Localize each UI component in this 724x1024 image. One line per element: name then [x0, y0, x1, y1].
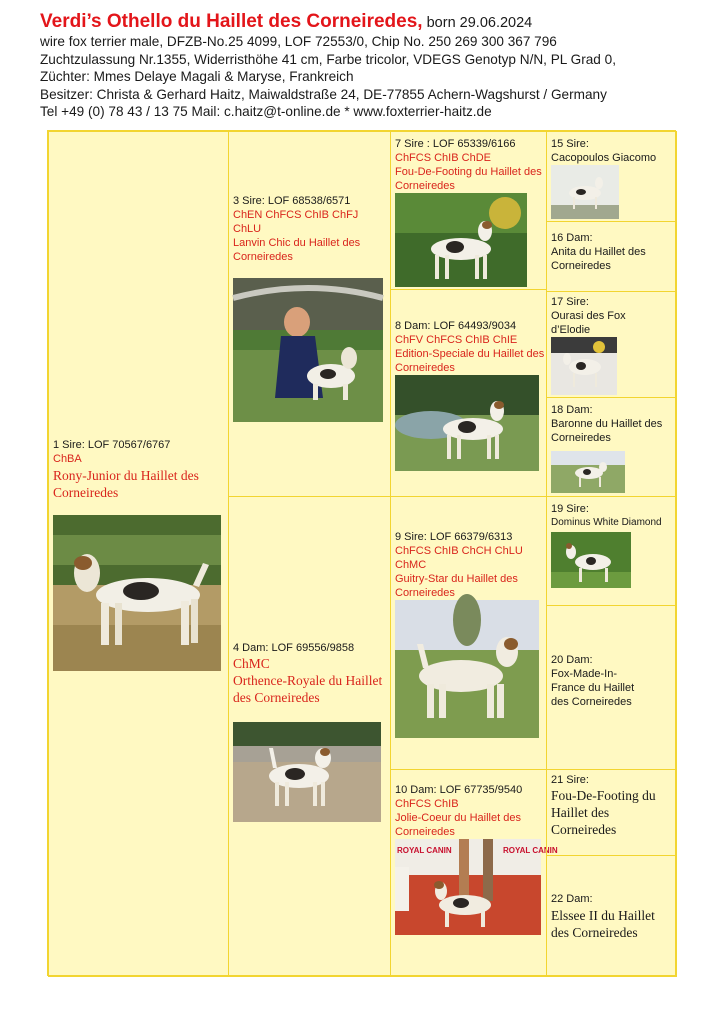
ancestor-titles: ChFCS ChIB ChCH ChLU ChMC	[395, 545, 523, 571]
ancestor-label: 1 Sire: LOF 70567/6767	[53, 439, 171, 451]
dog-photo	[551, 165, 619, 219]
pedigree-cell-dam-16	[546, 221, 677, 292]
royal-canin-banner: ROYAL CANIN	[397, 846, 452, 855]
dog-photo-profile	[395, 600, 539, 738]
ancestor-label: 21 Sire:	[551, 774, 589, 786]
dog-photo	[551, 532, 631, 588]
dog-photo-royal-canin-ring	[395, 839, 558, 935]
pedigree-cell-sire-21	[546, 769, 677, 856]
ancestor-label: 10 Dam: LOF 67735/9540	[395, 784, 523, 796]
royal-canin-banner-right: ROYAL CANIN	[503, 846, 558, 855]
pedigree-cell-dam-20	[546, 605, 677, 770]
pedigree-cell-dam-10	[390, 769, 558, 977]
ancestor-titles: ChFCS ChIB ChDE	[395, 152, 491, 164]
ancestor-name: Dominus White Diamond	[551, 517, 662, 528]
handler-with-dog-photo	[233, 278, 383, 422]
dog-photo	[551, 451, 625, 493]
ancestor-label: 16 Dam:	[551, 232, 593, 244]
title-line	[40, 12, 700, 33]
ancestor-titles: ChBA	[53, 453, 82, 465]
ancestor-name: Rony-Junior du Haillet des Corneiredes	[53, 468, 199, 500]
ancestor-label: 7 Sire : LOF 65339/6166	[395, 138, 516, 150]
ancestor-name: Lanvin Chic du Haillet des Corneiredes	[233, 237, 361, 263]
ancestor-label: 19 Sire:	[551, 503, 589, 515]
ancestor-titles: ChFCS ChIB	[395, 798, 459, 810]
pedigree-table	[47, 130, 676, 976]
ancestor-name: Fou-De-Footing du Haillet des Corneiredes	[395, 166, 542, 192]
ancestor-name: Fou-De-Footing du Haillet des Corneiredes	[551, 788, 656, 837]
ancestor-name: Ourasi des Fox d’Elodie	[551, 310, 626, 336]
breeder-line: Züchter: Mmes Delaye Magali & Maryse, Frankreich	[40, 69, 354, 85]
ancestor-label: 17 Sire:	[551, 296, 589, 308]
ancestor-name: Guitry-Star du Haillet des Corneiredes	[395, 573, 518, 599]
ancestor-label: 3 Sire: LOF 68538/6571	[233, 195, 351, 207]
ancestor-name: Cacopoulos Giacomo	[551, 152, 657, 164]
ancestor-label: 9 Sire: LOF 66379/6313	[395, 531, 513, 543]
dog-photo-garden	[395, 193, 527, 287]
ancestor-name: Edition-Speciale du Haillet des Corneiredes	[395, 348, 545, 374]
ancestor-name: Orthence-Royale du Haillet des Corneiredes	[233, 673, 383, 705]
dog-photo-pond	[395, 375, 539, 471]
pedigree-cell-sire-9	[390, 496, 547, 770]
dog-photo	[551, 337, 617, 395]
pedigree-cell-dam-22	[546, 855, 677, 977]
pedigree-cell-sire-3	[228, 131, 391, 497]
ancestor-name: Jolie-Coeur du Haillet des Corneiredes	[395, 812, 521, 838]
breeding-line: Zuchtzulassung Nr.1355, Widerristhöhe 41 cm, Farbe tricolor, VDEGS Genotyp N/N, PL Grad 0,	[40, 51, 616, 67]
owner-line: Besitzer: Christa & Gerhard Haitz, Maiwaldstraße 24, DE-77855 Achern-Wagshurst / Germany	[40, 86, 607, 102]
pedigree-cell-sire-1	[48, 131, 229, 977]
dog-photo-show-ring	[233, 722, 381, 822]
ancestor-label: 4 Dam: LOF 69556/9858	[233, 642, 355, 654]
ancestor-name: Anita du Haillet des Corneiredes	[551, 246, 646, 272]
pedigree-cell-dam-18	[546, 397, 677, 497]
ancestor-label: 15 Sire:	[551, 138, 589, 150]
pedigree-cell-sire-15	[546, 131, 677, 222]
ancestor-label: 18 Dam:	[551, 404, 593, 416]
birth-date: born 29.06.2024	[426, 15, 533, 31]
ancestor-label: 22 Dam:	[551, 893, 593, 905]
pedigree-cell-dam-8	[390, 289, 547, 497]
ancestor-name: Baronne du Haillet des Corneiredes	[551, 418, 663, 444]
ancestor-titles: ChMC	[233, 656, 270, 671]
pedigree-cell-sire-19	[546, 496, 677, 606]
pedigree-cell-sire-17	[546, 291, 677, 398]
ancestor-label: 8 Dam: LOF 64493/9034	[395, 320, 517, 332]
dog-photo	[53, 515, 221, 671]
ancestor-titles: ChEN ChFCS ChIB ChFJ ChLU	[233, 209, 359, 235]
document-header	[40, 12, 700, 121]
ancestor-name: Elssee II du Haillet des Corneiredes	[551, 908, 655, 940]
ancestor-label: 20 Dam:	[551, 654, 593, 666]
registration-line: wire fox terrier male, DFZB-No.25 4099, LOF 72553/0, Chip No. 250 269 300 367 796	[40, 34, 557, 49]
dog-name-title: Verdi’s Othello du Haillet des Corneiredes,	[40, 11, 423, 32]
contact-line: Tel +49 (0) 78 43 / 13 75 Mail: c.haitz@t-online.de * www.foxterrier-haitz.de	[40, 104, 492, 120]
ancestor-name: Fox-Made-In-France du Haillet des Corneiredes	[551, 668, 635, 708]
pedigree-cell-dam-4	[228, 496, 391, 977]
ancestor-titles: ChFV ChFCS ChIB ChIE	[395, 334, 518, 346]
pedigree-cell-sire-7	[390, 131, 547, 290]
